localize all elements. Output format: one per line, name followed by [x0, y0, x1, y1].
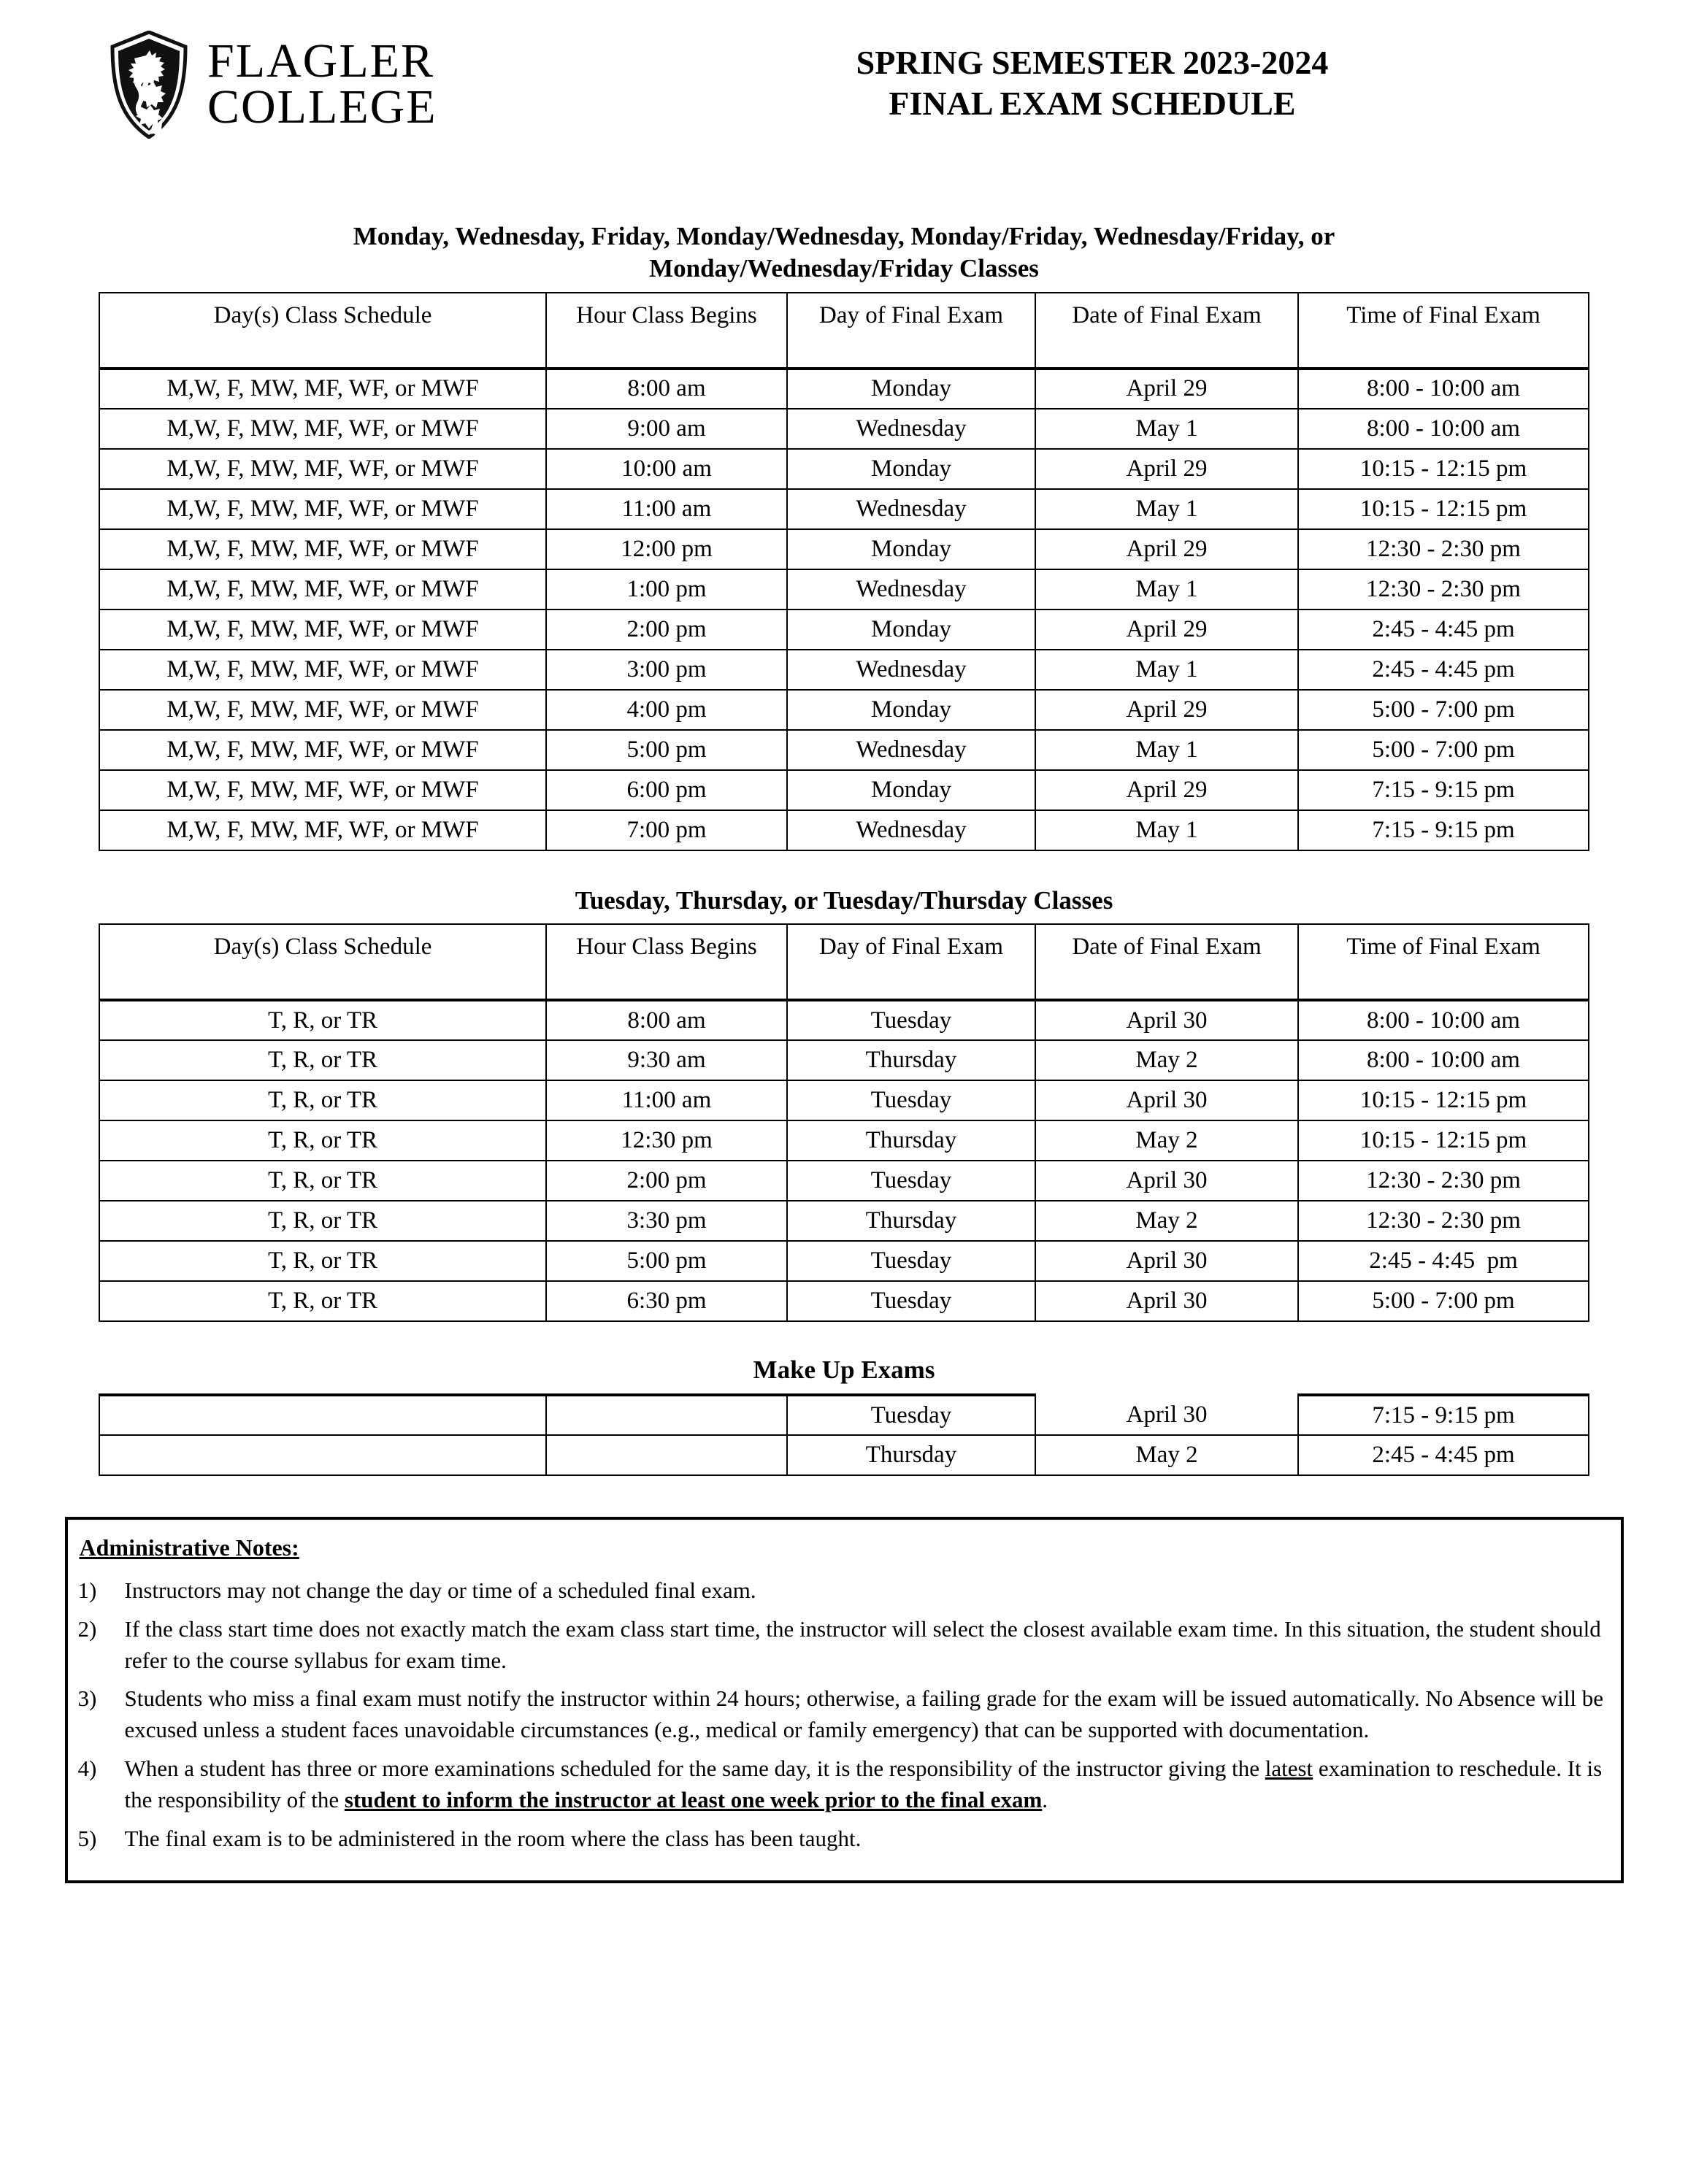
title-line-schedule: FINAL EXAM SCHEDULE — [889, 85, 1296, 123]
cell-day-of-final-exam: Wednesday — [787, 569, 1035, 610]
note-4-bold-underline-clause: student to inform the instructor at least one week prior to the final exam — [344, 1786, 1043, 1812]
cell-day-class-schedule: T, R, or TR — [99, 1161, 546, 1201]
cell-hour-class-begins: 8:00 am — [546, 1000, 787, 1040]
note-4-underline-latest: latest — [1265, 1755, 1313, 1781]
cell-date-of-final-exam: May 1 — [1035, 569, 1298, 610]
cell-day-of-final-exam: Monday — [787, 529, 1035, 569]
cell-day-class-schedule: M,W, F, MW, MF, WF, or MWF — [99, 770, 546, 810]
table-row — [99, 369, 1589, 409]
table-row — [99, 1201, 1589, 1241]
note-4-part2: examination to reschedule. It is the responsibility of the — [124, 1755, 1603, 1812]
table-row — [99, 489, 1589, 529]
cell-day-of-final-exam: Wednesday — [787, 730, 1035, 770]
note-4-part1: When a student has three or more examinations scheduled for the same day, it is the responsibility of the instructor giving the — [124, 1755, 1265, 1781]
cell-day-class-schedule: M,W, F, MW, MF, WF, or MWF — [99, 610, 546, 650]
cell-day-of-final-exam: Tuesday — [787, 1395, 1035, 1435]
cell-date-of-final-exam: May 2 — [1035, 1040, 1298, 1080]
cell-time-of-final-exam: 2:45 - 4:45 pm — [1298, 1241, 1589, 1281]
cell-date-of-final-exam: May 2 — [1035, 1201, 1298, 1241]
cell-hour-class-begins: 11:00 am — [546, 1080, 787, 1120]
cell-day-class-schedule: M,W, F, MW, MF, WF, or MWF — [99, 690, 546, 730]
cell-day-of-final-exam: Monday — [787, 449, 1035, 489]
cell-day-class-schedule: M,W, F, MW, MF, WF, or MWF — [99, 489, 546, 529]
cell-day-class-schedule: M,W, F, MW, MF, WF, or MWF — [99, 650, 546, 690]
cell-day-of-final-exam: Thursday — [787, 1435, 1035, 1475]
cell-day-of-final-exam: Thursday — [787, 1040, 1035, 1080]
table-row — [99, 1120, 1589, 1161]
cell-day-class-schedule: T, R, or TR — [99, 1040, 546, 1080]
cell-date-of-final-exam: April 29 — [1035, 369, 1298, 409]
administrative-notes-title: Administrative Notes: — [79, 1534, 299, 1561]
cell-date-of-final-exam: May 1 — [1035, 650, 1298, 690]
cell-date-of-final-exam: April 30 — [1035, 1080, 1298, 1120]
cell-day-class-schedule: M,W, F, MW, MF, WF, or MWF — [99, 529, 546, 569]
note-text: Students who miss a final exam must notify the instructor within 24 hours; otherwise, a failing grade for the exam will be issued automatically. No Absence will be excused unless a student faces unavoidable circumstances (e.g., medical or family emergency) that can be supported with documentation. — [124, 1685, 1603, 1743]
logo-line-college: COLLEGE — [207, 80, 437, 134]
exam-schedule-table-makeup — [99, 1393, 1589, 1476]
cell-hour-class-begins: 6:30 pm — [546, 1281, 787, 1321]
cell-date-of-final-exam: April 30 — [1035, 1241, 1298, 1281]
flagler-college-logo — [110, 31, 437, 139]
cell-day-class-schedule: M,W, F, MW, MF, WF, or MWF — [99, 569, 546, 610]
flagler-college-wordmark — [207, 34, 437, 134]
table-row — [99, 690, 1589, 730]
cell-time-of-final-exam: 12:30 - 2:30 pm — [1298, 1201, 1589, 1241]
table-row — [99, 529, 1589, 569]
cell-hour-class-begins: 10:00 am — [546, 449, 787, 489]
cell-time-of-final-exam: 8:00 - 10:00 am — [1298, 1000, 1589, 1040]
cell-date-of-final-exam: May 2 — [1035, 1120, 1298, 1161]
cell-day-class-schedule: T, R, or TR — [99, 1201, 546, 1241]
cell-day-class-schedule: M,W, F, MW, MF, WF, or MWF — [99, 810, 546, 850]
cell-day-class-schedule: M,W, F, MW, MF, WF, or MWF — [99, 369, 546, 409]
cell-time-of-final-exam: 5:00 - 7:00 pm — [1298, 1281, 1589, 1321]
note-number: 4) — [77, 1755, 97, 1781]
cell-hour-class-begins: 2:00 pm — [546, 610, 787, 650]
note-number: 5) — [77, 1825, 97, 1851]
cell-hour-class-begins: 6:00 pm — [546, 770, 787, 810]
cell-time-of-final-exam: 2:45 - 4:45 pm — [1298, 650, 1589, 690]
note-item-3 — [78, 1683, 1606, 1746]
cell-day-of-final-exam: Tuesday — [787, 1161, 1035, 1201]
note-item-1 — [78, 1575, 1606, 1607]
cell-day-of-final-exam: Thursday — [787, 1120, 1035, 1161]
note-text: Instructors may not change the day or time of a scheduled final exam. — [124, 1577, 756, 1604]
cell-day-class-schedule: M,W, F, MW, MF, WF, or MWF — [99, 730, 546, 770]
cell-time-of-final-exam: 7:15 - 9:15 pm — [1298, 810, 1589, 850]
cell-time-of-final-exam: 10:15 - 12:15 pm — [1298, 489, 1589, 529]
cell-day-class-schedule: M,W, F, MW, MF, WF, or MWF — [99, 409, 546, 449]
page-title — [584, 42, 1600, 124]
cell-day-class-schedule: T, R, or TR — [99, 1080, 546, 1120]
cell-date-of-final-exam: May 1 — [1035, 489, 1298, 529]
section-heading-tr — [132, 885, 1556, 917]
table-row — [99, 1080, 1589, 1120]
cell-time-of-final-exam: 10:15 - 12:15 pm — [1298, 449, 1589, 489]
logo-line-flagler: FLAGLER — [207, 34, 434, 88]
cell-time-of-final-exam: 12:30 - 2:30 pm — [1298, 1161, 1589, 1201]
table-header-row — [99, 293, 1589, 369]
flagler-shield-lion-icon — [110, 31, 188, 139]
cell-day-of-final-exam: Tuesday — [787, 1000, 1035, 1040]
table-row — [99, 1000, 1589, 1040]
cell-hour-class-begins — [546, 1435, 787, 1475]
cell-date-of-final-exam: April 30 — [1035, 1395, 1298, 1435]
note-item-4 — [78, 1753, 1606, 1816]
cell-day-of-final-exam: Tuesday — [787, 1080, 1035, 1120]
cell-date-of-final-exam: May 1 — [1035, 730, 1298, 770]
cell-hour-class-begins: 9:00 am — [546, 409, 787, 449]
table-row — [99, 810, 1589, 850]
cell-date-of-final-exam: April 29 — [1035, 529, 1298, 569]
note-number: 1) — [77, 1577, 97, 1604]
cell-hour-class-begins: 2:00 pm — [546, 1161, 787, 1201]
table-row — [99, 1241, 1589, 1281]
cell-day-of-final-exam: Tuesday — [787, 1281, 1035, 1321]
table-body-makeup — [99, 1395, 1589, 1475]
table-body-mwf — [99, 369, 1589, 850]
column-header-day-class-schedule: Day(s) Class Schedule — [99, 293, 546, 369]
section-heading-mwf-line1: Monday, Wednesday, Friday, Monday/Wednesday, Monday/Friday, Wednesday/Friday, or — [353, 222, 1335, 250]
exam-schedule-table-mwf — [99, 292, 1589, 851]
section-heading-makeup-line1: Make Up Exams — [753, 1356, 935, 1385]
cell-date-of-final-exam: April 29 — [1035, 449, 1298, 489]
cell-time-of-final-exam: 8:00 - 10:00 am — [1298, 1040, 1589, 1080]
table-row — [99, 1040, 1589, 1080]
cell-day-class-schedule — [99, 1395, 546, 1435]
cell-hour-class-begins: 7:00 pm — [546, 810, 787, 850]
table-row — [99, 650, 1589, 690]
cell-day-of-final-exam: Wednesday — [787, 489, 1035, 529]
cell-time-of-final-exam: 12:30 - 2:30 pm — [1298, 529, 1589, 569]
column-header-day-of-final-exam: Day of Final Exam — [787, 293, 1035, 369]
table-row — [99, 770, 1589, 810]
cell-day-of-final-exam: Wednesday — [787, 650, 1035, 690]
title-line-semester: SPRING SEMESTER 2023-2024 — [856, 44, 1329, 81]
table-row — [99, 1161, 1589, 1201]
column-header-hour-class-begins: Hour Class Begins — [546, 293, 787, 369]
cell-date-of-final-exam: April 29 — [1035, 610, 1298, 650]
section-heading-mwf — [132, 220, 1556, 285]
cell-day-of-final-exam: Tuesday — [787, 1241, 1035, 1281]
cell-day-of-final-exam: Monday — [787, 610, 1035, 650]
column-header-day-of-final-exam: Day of Final Exam — [787, 924, 1035, 1000]
cell-time-of-final-exam: 8:00 - 10:00 am — [1298, 369, 1589, 409]
cell-day-of-final-exam: Wednesday — [787, 409, 1035, 449]
note-number: 2) — [77, 1615, 97, 1642]
cell-day-of-final-exam: Monday — [787, 369, 1035, 409]
cell-hour-class-begins: 12:00 pm — [546, 529, 787, 569]
note-text — [125, 1753, 1606, 1816]
table-row — [99, 449, 1589, 489]
table-row — [99, 409, 1589, 449]
cell-hour-class-begins: 1:00 pm — [546, 569, 787, 610]
table-row — [99, 1281, 1589, 1321]
cell-hour-class-begins: 8:00 am — [546, 369, 787, 409]
column-header-time-of-final-exam: Time of Final Exam — [1298, 293, 1589, 369]
column-header-date-of-final-exam: Date of Final Exam — [1035, 924, 1298, 1000]
note-text: The final exam is to be administered in the room where the class has been taught. — [124, 1825, 862, 1851]
cell-date-of-final-exam: April 30 — [1035, 1000, 1298, 1040]
cell-date-of-final-exam: April 30 — [1035, 1161, 1298, 1201]
cell-time-of-final-exam: 5:00 - 7:00 pm — [1298, 690, 1589, 730]
cell-date-of-final-exam: April 30 — [1035, 1281, 1298, 1321]
cell-day-class-schedule: T, R, or TR — [99, 1000, 546, 1040]
cell-date-of-final-exam: May 1 — [1035, 810, 1298, 850]
cell-hour-class-begins: 5:00 pm — [546, 1241, 787, 1281]
cell-day-of-final-exam: Monday — [787, 770, 1035, 810]
note-item-5 — [78, 1823, 1606, 1855]
note-4-part3: . — [1042, 1786, 1048, 1812]
cell-date-of-final-exam: May 1 — [1035, 409, 1298, 449]
exam-schedule-table-tr — [99, 923, 1589, 1322]
cell-day-of-final-exam: Monday — [787, 690, 1035, 730]
cell-day-class-schedule: T, R, or TR — [99, 1120, 546, 1161]
note-number: 3) — [77, 1685, 97, 1712]
cell-time-of-final-exam: 10:15 - 12:15 pm — [1298, 1080, 1589, 1120]
table-row — [99, 730, 1589, 770]
table-body-tr — [99, 1000, 1589, 1321]
column-header-day-class-schedule: Day(s) Class Schedule — [99, 924, 546, 1000]
cell-hour-class-begins: 3:00 pm — [546, 650, 787, 690]
table-row — [99, 610, 1589, 650]
page-header — [0, 0, 1688, 182]
column-header-date-of-final-exam: Date of Final Exam — [1035, 293, 1298, 369]
note-item-2 — [78, 1614, 1606, 1677]
cell-date-of-final-exam: May 2 — [1035, 1435, 1298, 1475]
cell-date-of-final-exam: April 29 — [1035, 690, 1298, 730]
cell-hour-class-begins: 4:00 pm — [546, 690, 787, 730]
cell-time-of-final-exam: 2:45 - 4:45 pm — [1298, 1435, 1589, 1475]
administrative-notes-box — [65, 1517, 1624, 1883]
cell-time-of-final-exam: 8:00 - 10:00 am — [1298, 409, 1589, 449]
cell-day-of-final-exam: Wednesday — [787, 810, 1035, 850]
section-heading-mwf-line2: Monday/Wednesday/Friday Classes — [649, 253, 1039, 282]
cell-time-of-final-exam: 10:15 - 12:15 pm — [1298, 1120, 1589, 1161]
cell-day-of-final-exam: Thursday — [787, 1201, 1035, 1241]
cell-hour-class-begins: 9:30 am — [546, 1040, 787, 1080]
cell-time-of-final-exam: 5:00 - 7:00 pm — [1298, 730, 1589, 770]
cell-time-of-final-exam: 2:45 - 4:45 pm — [1298, 610, 1589, 650]
cell-hour-class-begins: 5:00 pm — [546, 730, 787, 770]
cell-hour-class-begins — [546, 1395, 787, 1435]
cell-hour-class-begins: 12:30 pm — [546, 1120, 787, 1161]
cell-day-class-schedule: T, R, or TR — [99, 1241, 546, 1281]
note-text: If the class start time does not exactly match the exam class start time, the instructor will select the closest available exam time. In this situation, the student should refer to the course syllabus for exam time. — [124, 1615, 1601, 1673]
table-row — [99, 569, 1589, 610]
cell-hour-class-begins: 3:30 pm — [546, 1201, 787, 1241]
section-heading-tr-line1: Tuesday, Thursday, or Tuesday/Thursday Classes — [575, 885, 1113, 915]
column-header-hour-class-begins: Hour Class Begins — [546, 924, 787, 1000]
cell-day-class-schedule — [99, 1435, 546, 1475]
cell-time-of-final-exam: 12:30 - 2:30 pm — [1298, 569, 1589, 610]
table-row — [99, 1435, 1589, 1475]
cell-date-of-final-exam: April 29 — [1035, 770, 1298, 810]
cell-time-of-final-exam: 7:15 - 9:15 pm — [1298, 1395, 1589, 1435]
table-row — [99, 1395, 1589, 1435]
cell-day-class-schedule: M,W, F, MW, MF, WF, or MWF — [99, 449, 546, 489]
cell-hour-class-begins: 11:00 am — [546, 489, 787, 529]
section-heading-makeup — [132, 1354, 1556, 1386]
table-header-row — [99, 924, 1589, 1000]
cell-day-class-schedule: T, R, or TR — [99, 1281, 546, 1321]
cell-time-of-final-exam: 7:15 - 9:15 pm — [1298, 770, 1589, 810]
column-header-time-of-final-exam: Time of Final Exam — [1298, 924, 1589, 1000]
